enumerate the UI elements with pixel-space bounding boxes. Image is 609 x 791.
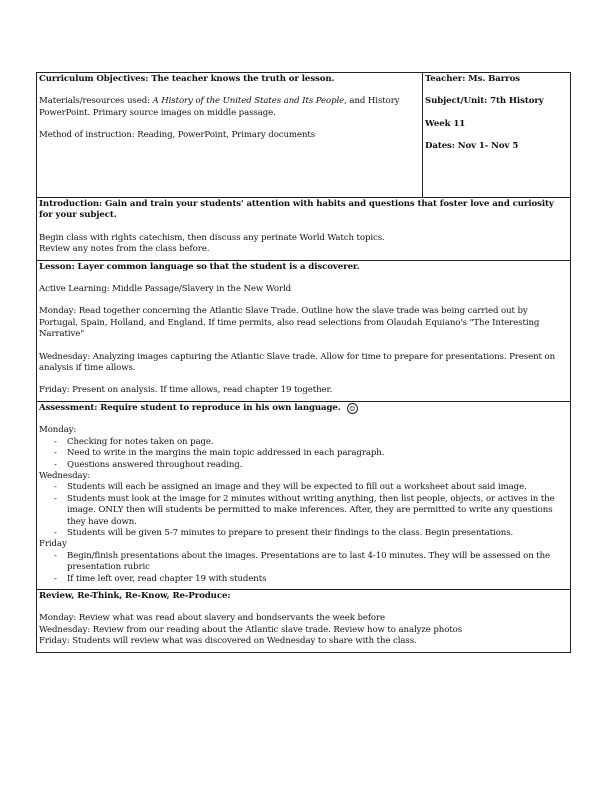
active-learning: Active Learning: Middle Passage/Slavery in the New World	[39, 284, 292, 295]
introduction-title: Introduction: Gain and train your students' attention with habits and questions that foster love and curiosity for your subject.	[39, 199, 554, 221]
list-item: - If time left over, read chapter 19 with students	[67, 574, 568, 585]
dates-label: Dates: Nov 1- Nov 5	[425, 141, 519, 152]
lesson-plan	[36, 72, 570, 653]
list-item: - Students will each be assigned an image and they will be expected to fill out a worksheet about said image.	[67, 482, 568, 493]
list-item: - Students must look at the image for 2 minutes without writing anything, then list people, objects, or actives in the image. ONLY then will students be permitted to make inferences. After, they are permitted to write any questions they have down.	[67, 494, 568, 528]
introduction-line: Begin class with rights catechism, then discuss any perinate World Watch topics.	[39, 232, 385, 243]
objectives-title: Curriculum Objectives: The teacher knows the truth or lesson.	[39, 74, 335, 84]
lesson-monday: Monday: Read together concerning the Atlantic Slave Trade. Outline how the slave trade was being carried out by Portugal, Spain, Holland, and England. If time permits, also read selections from Olaudah Equiano's "The Interesting Narrative"	[39, 306, 540, 340]
review-monday: Monday: Review what was read about slavery and bondservants the week before	[39, 613, 385, 624]
week-label: Week 11	[425, 118, 466, 129]
assessment-wednesday-label: Wednesday:	[39, 470, 91, 481]
lesson-cell	[37, 260, 571, 401]
assessment-monday-label: Monday:	[39, 425, 77, 436]
assessment-cell	[37, 401, 571, 589]
review-friday: Friday: Students will review what was discovered on Wednesday to share with the class.	[39, 636, 417, 647]
lesson-title: Lesson: Layer common language so that the student is a discoverer.	[39, 261, 360, 272]
review-cell	[37, 589, 571, 652]
introduction-row	[37, 198, 571, 261]
list-item: - Questions answered throughout reading.	[67, 460, 568, 471]
method-text: Method of instruction: Reading, PowerPoint, Primary documents	[39, 130, 316, 141]
review-title: Review, Re-Think, Re-Know, Re-Produce:	[39, 590, 231, 601]
list-item: - Students will be given 5-7 minutes to prepare to present their findings to the class. Begin presentations.	[67, 528, 568, 539]
assessment-friday-label: Friday	[39, 539, 67, 550]
review-wednesday: Wednesday: Review from our reading about the Atlantic slave trade. Review how to analyze photos	[39, 624, 463, 635]
smiley-icon: ☺	[347, 403, 358, 414]
list-item: - Checking for notes taken on page.	[67, 437, 568, 448]
objectives-cell	[37, 73, 423, 198]
assessment-wednesday-list	[39, 482, 568, 539]
list-item: - Begin/finish presentations about the images. Presentations are to last 4-10 minutes. They will be assessed on the presentation rubric	[67, 551, 568, 574]
lesson-friday: Friday: Present on analysis. If time allows, read chapter 19 together.	[39, 385, 333, 396]
teacher-name: Teacher: Ms. Barros	[425, 74, 520, 84]
review-row	[37, 589, 571, 652]
lesson-row	[37, 260, 571, 401]
materials-text: Materials/resources used: A History of the United States and Its People, and History PowerPoint. Primary source images on middle passage.	[39, 96, 400, 118]
header-row	[37, 73, 571, 198]
lesson-wednesday: Wednesday: Analyzing images capturing the Atlantic Slave trade. Allow for time to prepare for presentations. Present on analysis if time allows.	[39, 351, 556, 374]
assessment-title: Assessment: Require student to reproduce in his own language. ☺	[39, 403, 568, 414]
info-cell	[423, 73, 571, 198]
lesson-plan-table	[36, 72, 571, 653]
subject-unit: Subject/Unit: 7th History	[425, 96, 544, 107]
introduction-line: Review any notes from the class before.	[39, 244, 210, 255]
list-item: - Need to write in the margins the main topic addressed in each paragraph.	[67, 448, 568, 459]
assessment-friday-list	[39, 551, 568, 585]
assessment-monday-list	[39, 437, 568, 471]
textbook-title: A History of the United States and Its People	[152, 96, 345, 107]
introduction-cell	[37, 198, 571, 261]
assessment-row	[37, 401, 571, 589]
